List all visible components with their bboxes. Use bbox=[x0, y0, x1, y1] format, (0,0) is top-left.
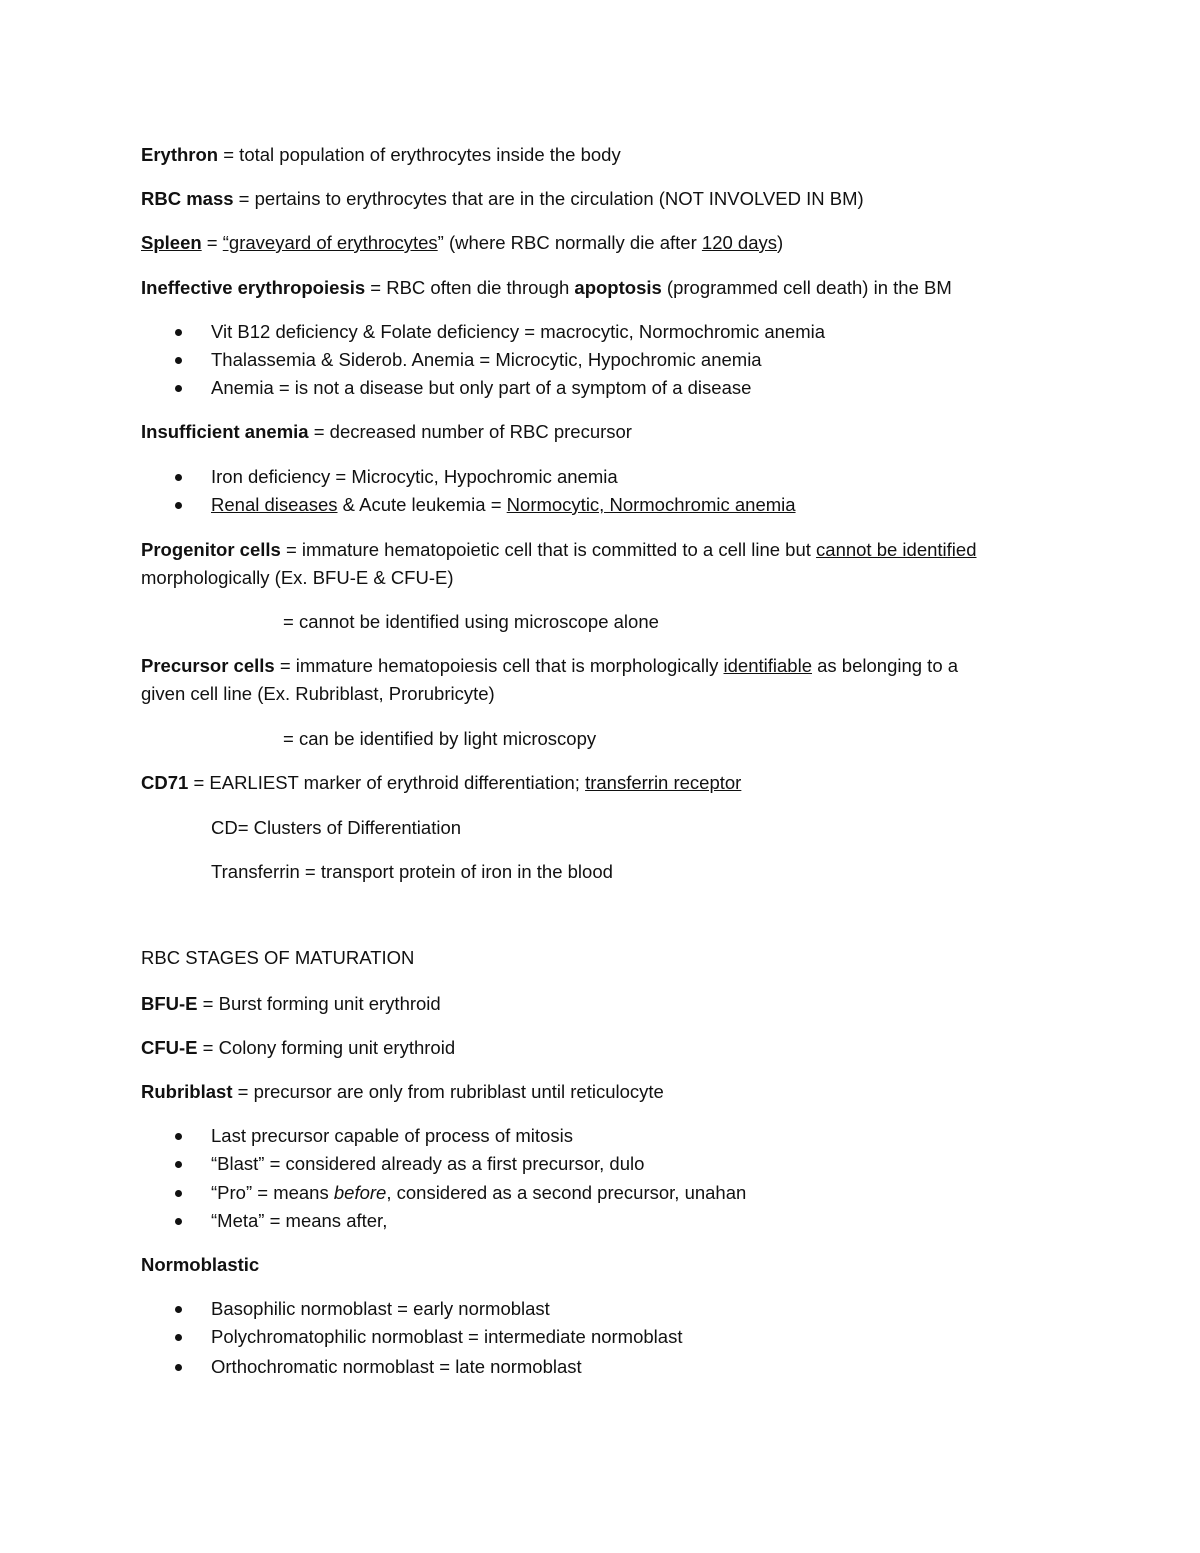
term: CD71 bbox=[141, 772, 189, 793]
list-item: “Pro” = means before, considered as a second precursor, unahan bbox=[211, 1181, 746, 1205]
bfu-e-definition: BFU-E = Burst forming unit erythroid bbox=[141, 993, 441, 1014]
progenitor-cells-note: = cannot be identified using microscope alone bbox=[283, 611, 659, 632]
section-heading: RBC STAGES OF MATURATION bbox=[141, 947, 415, 968]
precursor-cells-note: = can be identified by light microscopy bbox=[283, 728, 597, 749]
list-item: Iron deficiency = Microcytic, Hypochromic anemia bbox=[211, 465, 618, 489]
list-item: Orthochromatic normoblast = late normoblast bbox=[211, 1355, 582, 1379]
bullet-icon bbox=[175, 385, 182, 392]
term: Progenitor cells bbox=[141, 539, 281, 560]
list-item: Renal diseases & Acute leukemia = Normocytic, Normochromic anemia bbox=[211, 493, 796, 517]
normoblastic-heading: Normoblastic bbox=[141, 1254, 260, 1275]
cd-note: CD= Clusters of Differentiation bbox=[211, 817, 462, 838]
list-item: Basophilic normoblast = early normoblast bbox=[211, 1297, 550, 1321]
bullet-icon bbox=[175, 1334, 182, 1341]
list-item: Polychromatophilic normoblast = intermediate normoblast bbox=[211, 1325, 682, 1349]
bullet-icon bbox=[175, 1133, 182, 1140]
cd71-definition: CD71 = EARLIEST marker of erythroid differentiation; transferrin receptor bbox=[141, 772, 742, 793]
term: Erythron bbox=[141, 144, 219, 165]
list-item: Thalassemia & Siderob. Anemia = Microcytic, Hypochromic anemia bbox=[211, 348, 762, 372]
term: Precursor cells bbox=[141, 655, 275, 676]
bullet-icon bbox=[175, 1161, 182, 1168]
bullet-icon bbox=[175, 474, 182, 481]
bullet-icon bbox=[175, 1306, 182, 1313]
spleen-definition: Spleen = “graveyard of erythrocytes” (where RBC normally die after 120 days) bbox=[141, 232, 784, 253]
list-item: “Blast” = considered already as a first precursor, dulo bbox=[211, 1152, 644, 1176]
progenitor-cells-continuation: morphologically (Ex. BFU-E & CFU-E) bbox=[141, 567, 454, 588]
precursor-cells-definition: Precursor cells = immature hematopoiesis cell that is morphologically identifiable as belonging to a bbox=[141, 655, 959, 676]
list-item: Vit B12 deficiency & Folate deficiency = macrocytic, Normochromic anemia bbox=[211, 320, 825, 344]
bullet-icon bbox=[175, 502, 182, 509]
list-item: Last precursor capable of process of mitosis bbox=[211, 1124, 573, 1148]
term: Ineffective erythropoiesis bbox=[141, 277, 366, 298]
term: RBC mass bbox=[141, 188, 234, 209]
term: BFU-E bbox=[141, 993, 198, 1014]
bullet-icon bbox=[175, 1190, 182, 1197]
term: Insufficient anemia bbox=[141, 421, 309, 442]
rbc-mass-definition: RBC mass = pertains to erythrocytes that are in the circulation (NOT INVOLVED IN BM) bbox=[141, 188, 864, 209]
precursor-cells-continuation: given cell line (Ex. Rubriblast, Prorubricyte) bbox=[141, 683, 495, 704]
list-item: “Meta” = means after, bbox=[211, 1209, 387, 1233]
erythron-definition: Erythron = total population of erythrocytes inside the body bbox=[141, 144, 621, 165]
term: CFU-E bbox=[141, 1037, 198, 1058]
bullet-icon bbox=[175, 329, 182, 336]
ineffective-erythropoiesis-definition: Ineffective erythropoiesis = RBC often die through apoptosis (programmed cell death) in the BM bbox=[141, 277, 952, 298]
transferrin-note: Transferrin = transport protein of iron in the blood bbox=[211, 861, 613, 882]
progenitor-cells-definition: Progenitor cells = immature hematopoietic cell that is committed to a cell line but cannot be identified bbox=[141, 539, 977, 560]
list-item: Anemia = is not a disease but only part of a symptom of a disease bbox=[211, 376, 751, 400]
insufficient-anemia-definition: Insufficient anemia = decreased number of RBC precursor bbox=[141, 421, 632, 442]
bullet-icon bbox=[175, 357, 182, 364]
bullet-icon bbox=[175, 1218, 182, 1225]
term: Rubriblast bbox=[141, 1081, 233, 1102]
rubriblast-definition: Rubriblast = precursor are only from rubriblast until reticulocyte bbox=[141, 1081, 664, 1102]
cfu-e-definition: CFU-E = Colony forming unit erythroid bbox=[141, 1037, 456, 1058]
bullet-icon bbox=[175, 1364, 182, 1371]
term: Spleen bbox=[141, 232, 202, 253]
